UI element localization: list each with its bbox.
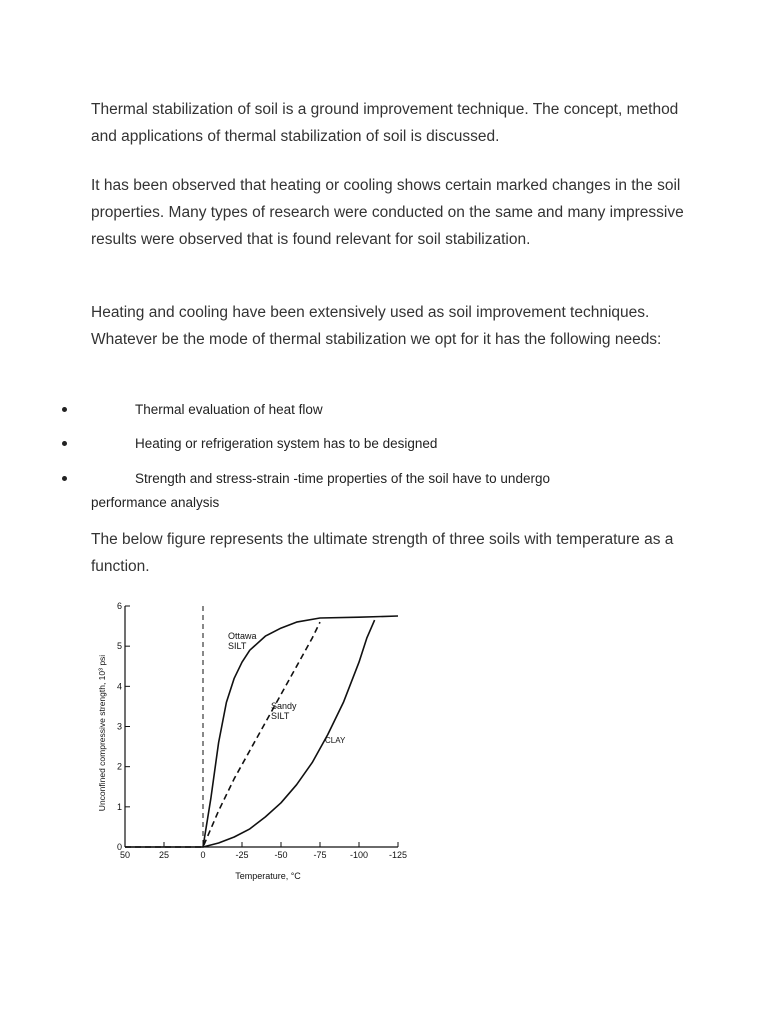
chart-series <box>125 606 398 847</box>
bullet-icon <box>62 441 67 446</box>
needs-paragraph: Heating and cooling have been extensively used as soil improvement techniques. Whatever be the mode of thermal stabilization we opt for it has the following needs: <box>91 304 662 348</box>
list-item-text: Strength and stress-strain -time properties of the soil have to undergo <box>135 471 550 486</box>
chart-axes <box>125 606 398 847</box>
x-tick-label: -50 <box>274 850 288 860</box>
series-label-sandy: Sandy <box>271 701 297 711</box>
y-axis-title: Unconfined compressive strength, 10³ psi <box>97 654 107 812</box>
series-label-sandy-silt: SILT <box>271 711 290 721</box>
intro-paragraph: Thermal stabilization of soil is a ground improvement technique. The concept, method and applications of thermal stabilization of soil is discussed. <box>91 101 679 145</box>
y-tick-label: 2 <box>116 761 122 772</box>
x-tick-label: -100 <box>349 850 369 860</box>
y-tick-label: 0 <box>116 842 122 852</box>
list-item <box>62 398 622 422</box>
y-tick-label: 3 <box>116 721 122 732</box>
series-line-clay <box>203 620 375 847</box>
y-tick-label: 5 <box>116 641 122 652</box>
series-label-ottawa: Ottawa <box>228 631 257 641</box>
x-tick-label: 0 <box>200 850 206 860</box>
chart-labels <box>97 631 346 881</box>
series-label-clay: CLAY <box>325 736 346 745</box>
figure-intro-paragraph: The below figure represents the ultimate strength of three soils with temperature as a function. <box>91 531 674 575</box>
bullet-icon <box>62 407 67 412</box>
bullet-icon <box>62 476 67 481</box>
y-tick-label: 1 <box>116 801 122 812</box>
x-tick-label: -125 <box>388 850 408 860</box>
x-tick-label: -25 <box>235 850 249 860</box>
list-item-text: Heating or refrigeration system has to be designed <box>135 436 438 451</box>
observation-paragraph: It has been observed that heating or cooling shows certain marked changes in the soil properties. Many types of research were conducted on the same and many impressive results were observed that is found relevant for soil stabilization. <box>91 177 684 248</box>
series-label-ottawa-silt: SILT <box>228 641 247 651</box>
y-tick-label: 6 <box>116 601 122 611</box>
series-line-ottawa-silt <box>125 616 398 847</box>
x-tick-label: 25 <box>158 850 170 860</box>
list-item-text-continued: performance analysis <box>91 495 220 510</box>
x-axis-title: Temperature, °C <box>235 871 301 881</box>
y-tick-label: 4 <box>116 681 122 692</box>
list-item-text: Thermal evaluation of heat flow <box>135 402 323 417</box>
x-tick-label: 50 <box>119 850 131 860</box>
strength-temperature-chart <box>92 596 422 896</box>
series-line-sandy-silt <box>125 622 320 847</box>
x-tick-label: -75 <box>313 850 327 860</box>
list-item <box>62 432 622 456</box>
list-item <box>62 467 622 515</box>
